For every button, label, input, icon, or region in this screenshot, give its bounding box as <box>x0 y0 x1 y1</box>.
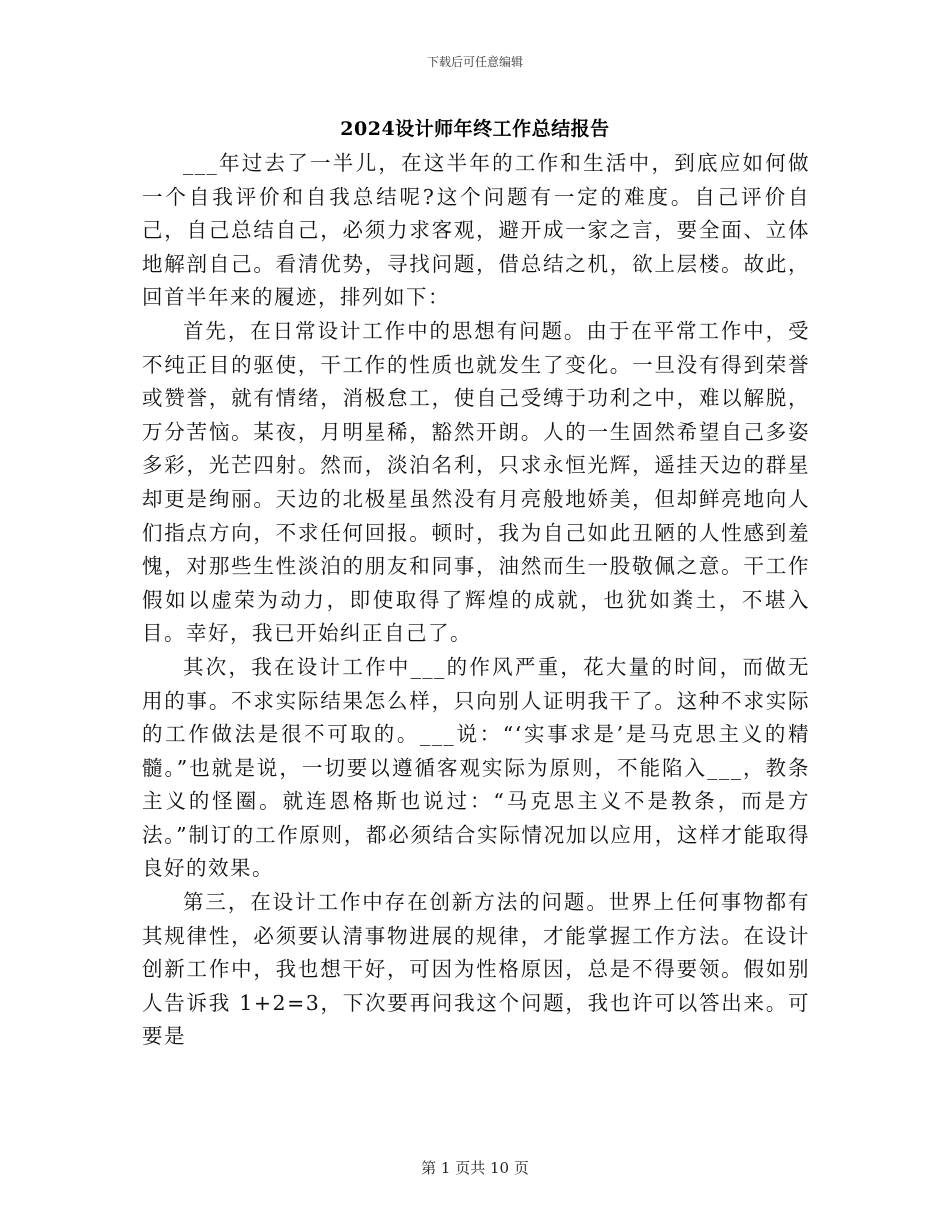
paragraph-second: 其次，我在设计工作中___的作风严重，花大量的时间，而做无用的事。不求实际结果怎么样，只向别人证明我干了。这种不求实际的工作做法是很不可取的。___说：“‘实事求是’是马克思主义的精髓。”也就是说，一切要以遵循客观实际为原则，不能陷入___，教条主义的怪圈。就连恩格斯也说过：“马克思主义不是教条，而是方法。”制订的工作原则，都必须结合实际情况加以应用，这样才能取得良好的效果。 <box>142 654 810 881</box>
page-header: 下载后可任意编辑 <box>426 55 523 69</box>
document-title: 2024设计师年终工作总结报告 <box>340 118 610 140</box>
paragraph-third: 第三，在设计工作中存在创新方法的问题。世界上任何事物都有其规律性，必须要认清事物进展的规律，才能掌握工作方法。在设计创新工作中，我也想干好，可因为性格原因，总是不得要领。假如别人告诉我 1+2=3，下次要再问我这个问题，我也许可以答出来。可要是 <box>142 890 810 1049</box>
paragraph-intro: ___年过去了一半儿，在这半年的工作和生活中，到底应如何做一个自我评价和自我总结呢?这个问题有一定的难度。自己评价自己，自己总结自己，必须力求客观，避开成一家之言，要全面、立体地解剖自己。看清优势，寻找问题，借总结之机，欲上层楼。故此，回首半年来的履迹，排列如下： <box>142 151 810 310</box>
document-body <box>142 147 810 1054</box>
paragraph-first: 首先，在日常设计工作中的思想有问题。由于在平常工作中，受不纯正目的驱使，干工作的性质也就发生了变化。一旦没有得到荣誉或赞誉，就有情绪，消极怠工，使自己受缚于功利之中，难以解脱，万分苦恼。某夜，月明星稀，豁然开朗。人的一生固然希望自己多姿多彩，光芒四射。然而，淡泊名利，只求永恒光辉，遥挂天边的群星却更是绚丽。天边的北极星虽然没有月亮般地娇美，但却鲜亮地向人们指点方向，不求任何回报。顿时，我为自己如此丑陋的人性感到羞愧，对那些生性淡泊的朋友和同事，油然而生一股敬佩之意。干工作假如以虚荣为动力，即使取得了辉煌的成就，也犹如粪土，不堪入目。幸好，我已开始纠正自己了。 <box>142 318 810 646</box>
page-footer: 第 1 页共 10 页 <box>421 1159 529 1177</box>
